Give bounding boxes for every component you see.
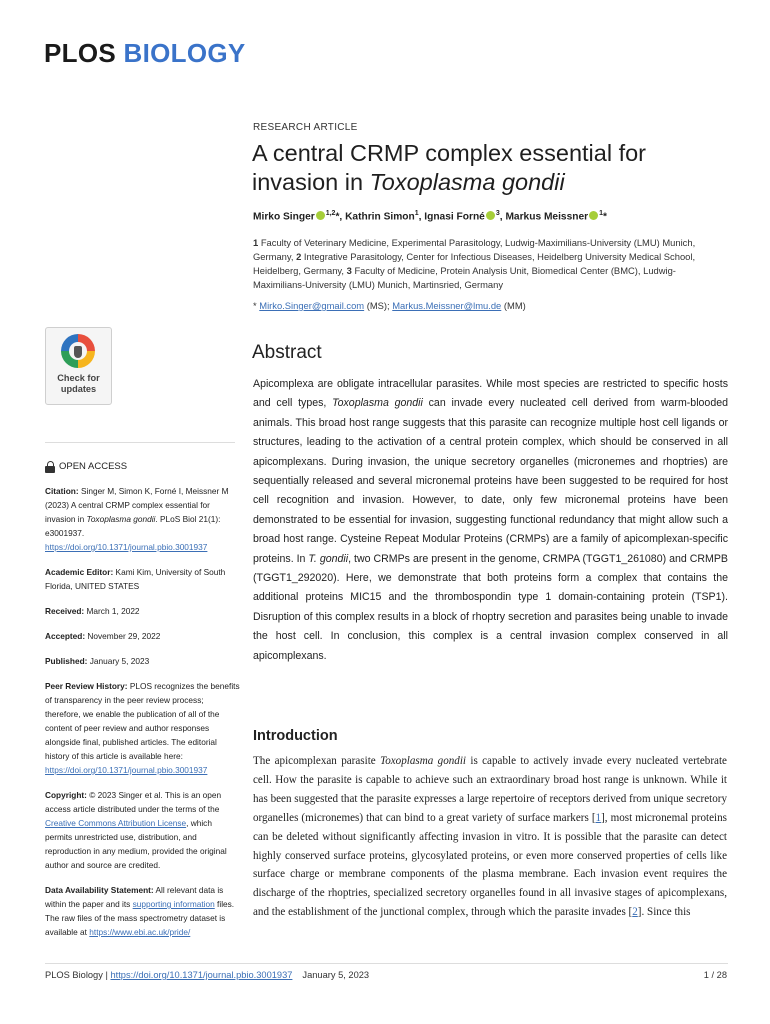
intro-text-3: ], most micronemal proteins can be deleted without significantly affecting invasion in vitro. It is possible that the parasite can detect highly conserved surface proteins, glycosylated proteins, or even more conserved properties of cells like surface charge or membrane components of the plasma membrane. Each invasion event requires the discharge of the rhoptries, specialized secretory organelles found in all invasive stages of apicomplexans, and the establishment of the junctional complex, through which the parasite invades [: [253, 811, 727, 919]
open-access-text: OPEN ACCESS: [59, 461, 128, 472]
open-access-label: [45, 460, 240, 474]
peer-review-text: PLOS recognizes the benefits of transparency in the peer review process; therefore, we enable the publication of all of the content of peer review and author responses alongside final, published articles. The editorial history of this article is available here:: [45, 681, 240, 761]
author-name[interactable]: Markus Meissner: [505, 211, 589, 223]
affiliation-text: Faculty of Medicine, Protein Analysis Unit, Biomedical Center (BMC), Ludwig-Maximilians-University (LMU) Munich, Martinsried, Germany: [253, 265, 676, 290]
journal-logo[interactable]: [44, 38, 246, 69]
received-date: March 1, 2022: [84, 606, 140, 616]
author-separator: ,: [418, 211, 425, 223]
email-label: (MM): [501, 300, 526, 311]
orcid-icon[interactable]: [589, 211, 598, 220]
footer-date: January 5, 2023: [302, 970, 370, 980]
corresponding-star: *: [253, 300, 260, 311]
citation-species: Toxoplasma gondii: [86, 514, 156, 524]
citation-block: [45, 484, 240, 554]
abstract-text-1: Apicomplexa are obligate intracellular parasites. While most species are restricted to specific hosts and cell types,: [253, 378, 728, 410]
email-label: (MS);: [364, 300, 393, 311]
data-availability-text: All relevant data is within the paper and its: [45, 885, 224, 909]
introduction-heading: Introduction: [253, 728, 338, 744]
published-block: [45, 654, 240, 668]
peer-review-label: Peer Review History:: [45, 681, 128, 691]
copyright-text: © 2023 Singer et al. This is an open access article distributed under the terms of the: [45, 790, 222, 814]
peer-review-block: [45, 679, 240, 777]
affiliation-text: Integrative Parasitology, Center for Infectious Diseases, Heidelberg University Medical School, Heidelberg, Germany,: [253, 251, 696, 276]
intro-text-2: is capable to actively invade every nucleated vertebrate cell. How the parasite is capable to achieve such an extraordinary broad host range is unknown. While it has been suggested that the parasite expresses a large repertoire of receptors derived from unique secretory organelles (micronemes) that can bind to a great variety of surface markers [: [253, 755, 727, 824]
affiliation-marker: 1: [414, 210, 419, 217]
affiliation-text: Faculty of Veterinary Medicine, Experimental Parasitology, Ludwig-Maximilians-University (LMU) Munich, Germany,: [253, 237, 696, 262]
editor-text: Kami Kim, University of South Florida, UNITED STATES: [45, 567, 226, 591]
copyright-text-2: , which permits unrestricted use, distribution, and reproduction in any medium, provided the original author and source are credited.: [45, 818, 227, 870]
affiliation-number: 2: [296, 251, 302, 262]
affiliation-marker: 3: [495, 210, 500, 217]
intro-text-1: The apicomplexan parasite: [253, 755, 381, 767]
intro-text-4: ]. Since this: [637, 906, 691, 919]
email-link-ms[interactable]: Mirko.Singer@gmail.com: [259, 300, 365, 311]
data-availability-label: Data Availability Statement:: [45, 885, 154, 895]
footer-divider: [45, 963, 728, 964]
copyright-label: Copyright:: [45, 790, 87, 800]
article-type: RESEARCH ARTICLE: [253, 122, 358, 133]
title-species: Toxoplasma gondii: [369, 169, 565, 195]
abstract-species-short: T. gondii: [308, 552, 349, 565]
correspondence: [253, 300, 526, 311]
abstract-species: Toxoplasma gondii: [332, 397, 423, 410]
crossmark-icon: [61, 334, 95, 368]
affiliation-marker: 1: [599, 210, 604, 217]
footer-doi-link[interactable]: https://doi.org/10.1371/journal.pbio.3001937: [110, 970, 293, 980]
received-block: [45, 604, 240, 618]
data-availability-block: [45, 883, 240, 939]
affiliation-marker: 1,2: [325, 210, 336, 217]
journal-name-biology: BIOLOGY: [123, 38, 246, 68]
abstract-text-3: , two CRMPs are present in the genome, CRMPA (TGGT1_261080) and CRMPB (TGGT1_292020). Here, we demonstrate that both proteins form a complex that contains the additional proteins MIC15 and the thrombospondin type 1 domain-containing protein (TSP1). Disruption of this complex results in a block of rhoptry secretion and parasites being unable to invade the host cell. In conclusion, this complex is a central invasion complex conserved in all apicomplexans.: [253, 552, 728, 662]
abstract-text-2: can invade every nucleated cell derived from warm-blooded animals. This broad host range suggests that this parasite can recognize multiple host cell ligands or structures, leading to the activation of a central protein complex, which should be conserved in all apicomplexans. During invasion, the unique secretory organelles (micronemes and rhoptries) are sequentially released and several micronemal proteins have been suggested to be required for host cell recognition and invasion. However, to date, only few micronemal proteins have been demonstrated to be essential for invasion, suggesting functional redundancy that might allow such a broad host range. Cysteine Repeat Modular Proteins (CRMPs) are a family of apicomplexan-specific proteins. In: [253, 397, 729, 565]
article-metadata-sidebar: [45, 460, 240, 950]
received-label: Received:: [45, 606, 85, 616]
article-title: [252, 139, 732, 197]
editor-block: [45, 565, 240, 593]
badge-label: [46, 373, 111, 394]
author-name[interactable]: Mirko Singer: [253, 211, 315, 223]
title-text: A central CRMP complex essential for invasion in: [252, 140, 647, 195]
reference-link-1[interactable]: 1: [595, 811, 602, 824]
introduction-body: [253, 752, 727, 922]
accepted-block: [45, 629, 240, 643]
published-date: January 5, 2023: [87, 656, 150, 666]
peer-review-link[interactable]: https://doi.org/10.1371/journal.pbio.3001937: [45, 765, 208, 775]
pride-link[interactable]: https://www.ebi.ac.uk/pride/: [89, 927, 191, 937]
reference-link-2[interactable]: 2: [632, 906, 638, 919]
email-link-mm[interactable]: Markus.Meissner@lmu.de: [392, 300, 502, 311]
author-separator: ,: [339, 211, 346, 223]
check-for-updates-badge[interactable]: [45, 327, 112, 405]
affiliations: [253, 236, 723, 292]
citation-text-2: . PLoS Biol 21(1): e3001937.: [45, 514, 221, 538]
open-lock-icon: [45, 461, 55, 473]
corresponding-mark: *: [603, 211, 607, 223]
journal-name-plos: PLOS: [44, 38, 116, 68]
affiliation-number: 3: [346, 265, 352, 276]
citation-doi-link[interactable]: https://doi.org/10.1371/journal.pbio.3001937: [45, 542, 208, 552]
sidebar-divider: [45, 442, 235, 443]
badge-line-1: Check for: [57, 373, 100, 383]
page-number: 1 / 28: [703, 970, 727, 980]
accepted-date: November 29, 2022: [85, 631, 161, 641]
author-list: [253, 210, 733, 222]
intro-species: Toxoplasma gondii: [380, 755, 466, 767]
editor-label: Academic Editor:: [45, 567, 114, 577]
footer-citation: [45, 970, 369, 980]
affiliation-number: 1: [253, 237, 259, 248]
orcid-icon[interactable]: [316, 211, 325, 220]
footer-journal: PLOS Biology |: [45, 970, 111, 980]
supporting-information-link[interactable]: supporting information: [132, 899, 215, 909]
accepted-label: Accepted:: [45, 631, 86, 641]
orcid-icon[interactable]: [486, 211, 495, 220]
author-name[interactable]: Kathrin Simon: [345, 211, 415, 223]
published-label: Published:: [45, 656, 88, 666]
copyright-block: [45, 788, 240, 872]
license-link[interactable]: Creative Commons Attribution License: [45, 818, 187, 828]
badge-line-2: updates: [60, 383, 97, 394]
abstract-heading: Abstract: [252, 342, 322, 363]
abstract-body: [253, 375, 728, 666]
citation-text: Singer M, Simon K, Forné I, Meissner M (2023) A central CRMP complex essential for invasion in: [45, 486, 229, 524]
corresponding-mark: *: [335, 211, 340, 223]
citation-label: Citation:: [45, 486, 79, 496]
author-separator: ,: [499, 211, 506, 223]
data-availability-text-2: files. The raw files of the mass spectrometry dataset is available at: [45, 899, 235, 937]
author-name[interactable]: Ignasi Forné: [424, 211, 485, 223]
